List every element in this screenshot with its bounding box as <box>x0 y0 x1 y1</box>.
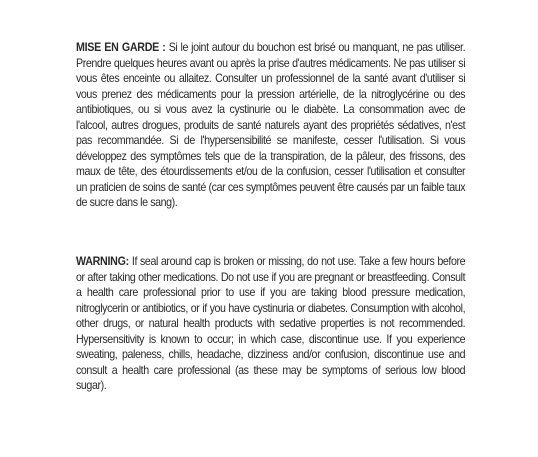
warning-heading-french: MISE EN GARDE : <box>76 41 166 54</box>
warning-body-english: If seal around cap is broken or missing, do not use. Take a few hours before or after taking other medications. Do not use if you are pregnant or breastfeeding. Consult a health care professional prior to use if you are taking blood pressure medication, nitroglycerin or antibiotics, or if you have cystinuria or diabetes. Consumption with alcohol, other drugs, or natural health products with sedative properties is not recommended. Hypersensitivity is known to occur; in which case, discontinue use. If you experience sweating, paleness, chills, headache, dizziness and/or confusion, discontinue use and consult a health care professional (as these may be symptoms of serious low blood sugar). <box>76 255 466 393</box>
warning-paragraph-english <box>76 254 465 394</box>
warning-paragraph-french <box>76 40 465 211</box>
warning-body-french: Si le joint autour du bouchon est brisé ou manquant, ne pas utiliser. Prendre quelques heures avant ou après la prise d'autres médicaments. Ne pas utiliser si vous êtes enceinte ou allaitez. Consulter un professionnel de la santé avant d'utiliser si vous prenez des médicaments pour la pression artérielle, de la nitroglycérine ou des antibiotiques, ou si vous avez la cystinurie ou le diabète. La consommation avec de l'alcool, autres drogues, produits de santé naturels ayant des propriétés sédatives, n'est pas recommandée. Si de l'hypersensibilité se manifeste, cesser l'utilisation. Si vous développez des symptômes tels que de la transpiration, de la pâleur, des frissons, des maux de tête, des étourdissements et/ou de la confusion, cesser l'utilisation et consulter un praticien de soins de santé (car ces symptômes peuvent être causés par un faible taux de sucre dans le sang). <box>76 41 466 210</box>
warning-heading-english: WARNING: <box>76 255 129 268</box>
